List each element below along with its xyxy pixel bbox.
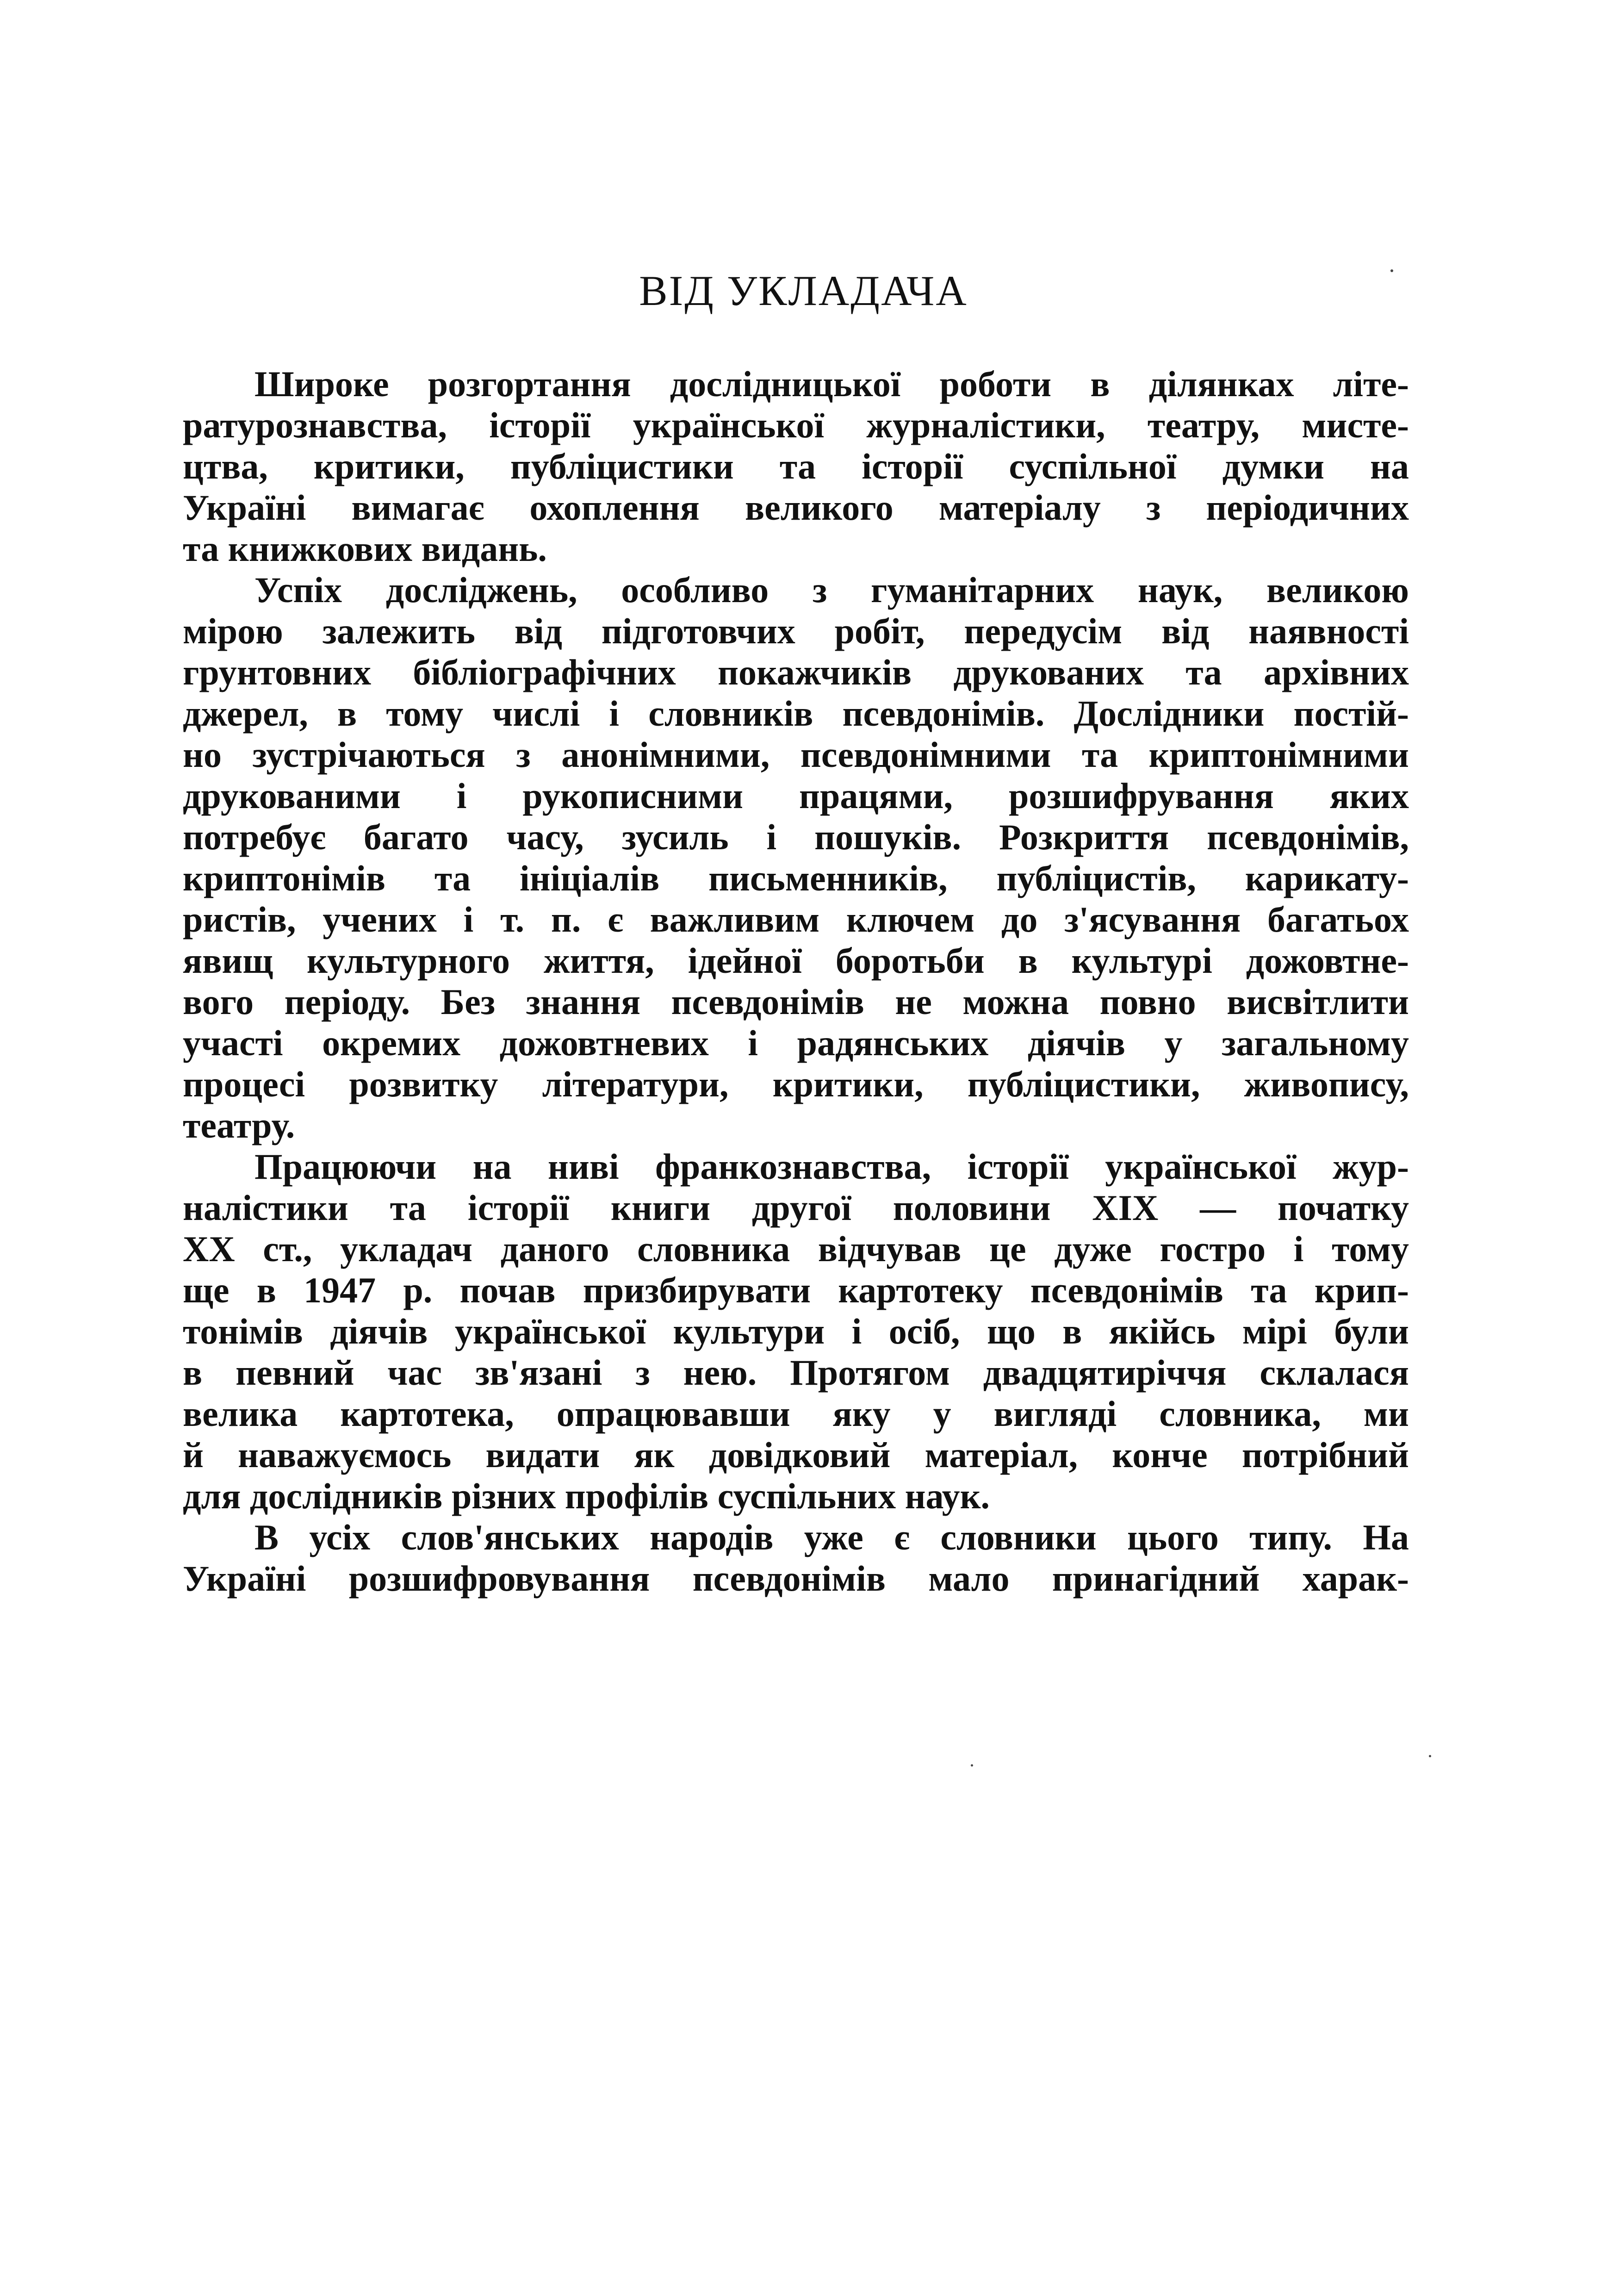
text-line: Успіх досліджень, особливо з гуманітарних наук, великою [254, 570, 1409, 610]
text-line: В усіх слов'янських народів уже є словники цього типу. На [254, 1517, 1409, 1557]
scan-speck [1390, 269, 1393, 272]
text-line: процесі розвитку літератури, критики, публіцистики, живопису, [183, 1064, 1409, 1104]
page-heading: ВІД УКЛАДАЧА [639, 267, 968, 314]
text-line: цтва, критики, публіцистики та історії суспільної думки на [183, 446, 1409, 486]
text-line: потребує багато часу, зусиль і пошуків. Розкриття псевдонімів, [183, 817, 1409, 857]
text-line: для дослідників різних профілів суспільних наук. [183, 1476, 990, 1516]
text-line: явищ культурного життя, ідейної боротьби в культурі дожовтне- [183, 940, 1409, 981]
text-line: участі окремих дожовтневих і радянських діячів у загальному [183, 1023, 1409, 1063]
text-line: Україні вимагає охоплення великого матеріалу з періодичних [183, 487, 1409, 528]
text-line: друкованими і рукописними працями, розшифрування яких [183, 776, 1409, 816]
text-line: вого періоду. Без знання псевдонімів не можна повно висвітлити [183, 982, 1409, 1022]
text-line: театру. [183, 1105, 295, 1145]
text-line: в певний час зв'язані з нею. Протягом двадцятиріччя склалася [183, 1352, 1409, 1393]
text-line: мірою залежить від підготовчих робіт, передусім від наявності [183, 611, 1409, 651]
paragraph-3 [183, 1146, 1409, 1517]
text-line: Широке розгортання дослідницької роботи в ділянках літе- [254, 364, 1409, 404]
text-line: джерел, в тому числі і словників псевдонімів. Дослідники постій- [183, 693, 1409, 734]
text-line: велика картотека, опрацювавши яку у вигляді словника, ми [183, 1394, 1409, 1434]
text-line: налістики та історії книги другої половини XIX — початку [183, 1188, 1409, 1228]
text-line: та книжкових видань. [183, 529, 547, 569]
text-line: грунтовних бібліографічних покажчиків друкованих та архівних [183, 652, 1409, 692]
body-text [183, 363, 1409, 1599]
text-line: й наважуємось видати як довідковий матеріал, конче потрібний [183, 1435, 1409, 1475]
text-line: тонімів діячів української культури і осіб, що в якійсь мірі були [183, 1311, 1409, 1351]
text-line: ратурознавства, історії української журналістики, театру, мисте- [183, 405, 1409, 445]
scan-speck [971, 1764, 973, 1767]
text-line: ристів, учених і т. п. є важливим ключем до з'ясування багатьох [183, 899, 1409, 940]
text-line: XX ст., укладач даного словника відчував це дуже гостро і тому [183, 1229, 1409, 1269]
paragraph-1 [183, 363, 1409, 569]
text-line: криптонімів та ініціалів письменників, публіцистів, карикату- [183, 858, 1409, 898]
text-line: Працюючи на ниві франкознавства, історії української жур- [254, 1146, 1409, 1187]
text-line: но зустрічаються з анонімними, псевдонімними та криптонімними [183, 734, 1409, 775]
scan-speck [1429, 1755, 1431, 1757]
text-line: Україні розшифровування псевдонімів мало принагідний харак- [183, 1558, 1409, 1599]
text-line: ще в 1947 р. почав призбирувати картотеку псевдонімів та крип- [183, 1270, 1409, 1310]
paragraph-2 [183, 569, 1409, 1146]
paragraph-4 [183, 1517, 1409, 1599]
